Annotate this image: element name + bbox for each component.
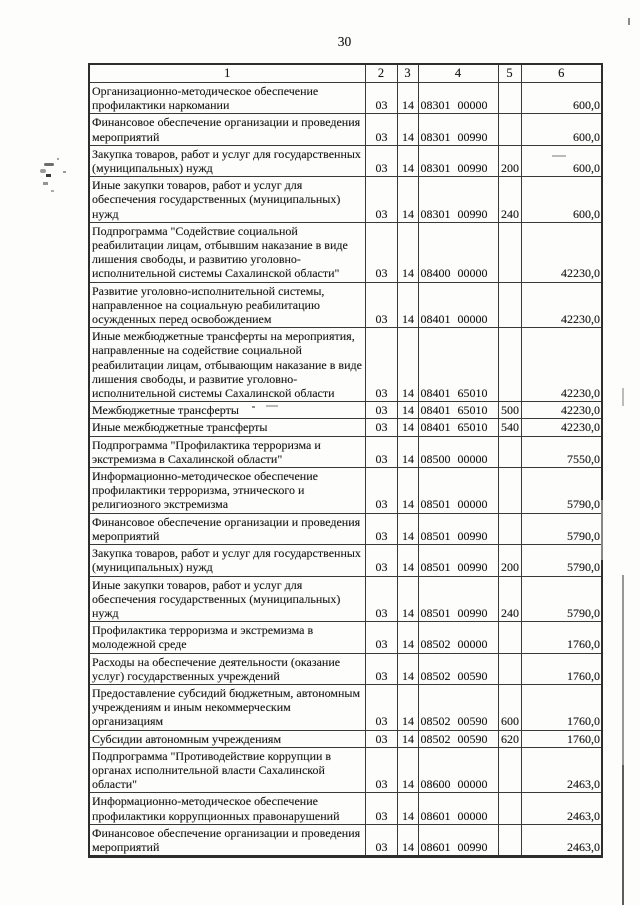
subsection-code-cell: 14 xyxy=(397,622,418,653)
amount-cell: 42230,0 xyxy=(521,222,602,282)
scan-artifact xyxy=(622,765,624,905)
amount-cell: 2463,0 xyxy=(521,793,602,824)
expense-type-cell xyxy=(498,824,521,856)
section-code-cell: 03 xyxy=(365,730,397,747)
scan-artifact xyxy=(57,158,59,160)
subsection-code-cell: 14 xyxy=(397,730,418,747)
section-code-cell: 03 xyxy=(365,177,397,223)
expense-type-cell xyxy=(498,747,521,793)
col-header-6: 6 xyxy=(521,64,602,83)
expense-type-cell xyxy=(498,114,521,145)
expense-type-cell xyxy=(498,83,521,114)
section-code-cell: 03 xyxy=(365,402,397,419)
target-article-cell: 08502 00000 xyxy=(418,622,498,653)
scan-artifact xyxy=(44,163,54,166)
expense-type-cell xyxy=(498,622,521,653)
table-row xyxy=(89,653,602,684)
section-code-cell: 03 xyxy=(365,83,397,114)
target-article-cell: 08501 00990 xyxy=(418,545,498,576)
subsection-code-cell: 14 xyxy=(397,436,418,467)
amount-cell: 42230,0 xyxy=(521,419,602,436)
table-row xyxy=(89,145,602,176)
expense-name-cell: Иные межбюджетные трансферты на мероприятия, направленные на содействие социальной реабилитации лицам, отбывающим наказание в виде лишения свободы, и развитие уголовно-исполнительной системы Сахалинской области xyxy=(89,328,365,402)
section-code-cell: 03 xyxy=(365,545,397,576)
target-article-cell: 08500 00000 xyxy=(418,436,498,467)
target-article-cell: 08301 00990 xyxy=(418,177,498,223)
subsection-code-cell: 14 xyxy=(397,282,418,328)
scan-artifact xyxy=(51,190,54,192)
table-row xyxy=(89,177,602,223)
expense-name-cell: Подпрограмма "Содействие социальной реабилитации лицам, отбывшим наказание в виде лишения свободы, и развитию уголовно-исполнительной системы Сахалинской области" xyxy=(89,222,365,282)
target-article-cell: 08401 65010 xyxy=(418,328,498,402)
amount-cell: 7550,0 xyxy=(521,436,602,467)
target-article-cell: 08301 00990 xyxy=(418,145,498,176)
expense-name-cell: Субсидии автономным учреждениям xyxy=(89,730,365,747)
table-row xyxy=(89,513,602,544)
amount-cell: 5790,0 xyxy=(521,468,602,514)
amount-cell: 600,0 xyxy=(521,177,602,223)
expense-type-cell xyxy=(498,282,521,328)
expense-name-cell: Подпрограмма "Профилактика терроризма и экстремизма в Сахалинской области" xyxy=(89,436,365,467)
target-article-cell: 08301 00000 xyxy=(418,83,498,114)
expense-type-cell: 500 xyxy=(498,402,521,419)
subsection-code-cell: 14 xyxy=(397,83,418,114)
table-row xyxy=(89,824,602,856)
scan-artifact xyxy=(622,575,624,765)
expense-type-cell: 240 xyxy=(498,576,521,622)
section-code-cell: 03 xyxy=(365,222,397,282)
amount-cell: 42230,0 xyxy=(521,282,602,328)
section-code-cell: 03 xyxy=(365,468,397,514)
table-header-row xyxy=(89,64,602,83)
amount-cell: 1760,0 xyxy=(521,653,602,684)
table-row xyxy=(89,576,602,622)
section-code-cell: 03 xyxy=(365,793,397,824)
table-row xyxy=(89,747,602,793)
amount-cell: 42230,0 xyxy=(521,328,602,402)
expense-name-cell: Предоставление субсидий бюджетным, автономным учреждениям и иным некоммерческим организациям xyxy=(89,684,365,730)
expense-type-cell: 620 xyxy=(498,730,521,747)
expense-name-cell: Информационно-методическое обеспечение профилактики терроризма, этнического и религиозного экстремизма xyxy=(89,468,365,514)
table-row xyxy=(89,419,602,436)
table-row xyxy=(89,114,602,145)
expense-name-cell: Развитие уголовно-исполнительной системы, направленное на социальную реабилитацию осужденных перед освобождением xyxy=(89,282,365,328)
subsection-code-cell: 14 xyxy=(397,328,418,402)
amount-cell: 600,0 xyxy=(521,114,602,145)
section-code-cell: 03 xyxy=(365,145,397,176)
table-row xyxy=(89,545,602,576)
table-row xyxy=(89,730,602,747)
scan-artifact xyxy=(43,182,48,185)
expense-name-cell: Профилактика терроризма и экстремизма в молодежной среде xyxy=(89,622,365,653)
expense-name-cell: Расходы на обеспечение деятельности (оказание услуг) государственных учреждений xyxy=(89,653,365,684)
expense-name-cell: Финансовое обеспечение организации и проведения мероприятий xyxy=(89,513,365,544)
target-article-cell: 08601 00990 xyxy=(418,824,498,856)
table-row xyxy=(89,328,602,402)
table-row xyxy=(89,793,602,824)
amount-cell: 42230,0 xyxy=(521,402,602,419)
target-article-cell: 08502 00590 xyxy=(418,684,498,730)
target-article-cell: 08601 00000 xyxy=(418,793,498,824)
amount-cell: 600,0 xyxy=(521,145,602,176)
amount-cell: 600,0 xyxy=(521,83,602,114)
amount-cell: 5790,0 xyxy=(521,545,602,576)
target-article-cell: 08600 00000 xyxy=(418,747,498,793)
expense-name-cell: Иные закупки товаров, работ и услуг для обеспечения государственных (муниципальных) нужд xyxy=(89,576,365,622)
expense-type-cell: 540 xyxy=(498,419,521,436)
target-article-cell: 08401 65010 xyxy=(418,402,498,419)
amount-cell: 2463,0 xyxy=(521,824,602,856)
table-row xyxy=(89,468,602,514)
table-row xyxy=(89,402,602,419)
target-article-cell: 08501 00000 xyxy=(418,468,498,514)
section-code-cell: 03 xyxy=(365,419,397,436)
table-row xyxy=(89,436,602,467)
subsection-code-cell: 14 xyxy=(397,145,418,176)
section-code-cell: 03 xyxy=(365,114,397,145)
section-code-cell: 03 xyxy=(365,576,397,622)
subsection-code-cell: 14 xyxy=(397,177,418,223)
amount-cell: 1760,0 xyxy=(521,730,602,747)
scan-artifact xyxy=(628,18,630,25)
expense-type-cell: 240 xyxy=(498,177,521,223)
target-article-cell: 08401 00000 xyxy=(418,282,498,328)
expense-type-cell xyxy=(498,328,521,402)
target-article-cell: 08502 00590 xyxy=(418,653,498,684)
expense-name-cell: Подпрограмма "Противодействие коррупции в органах исполнительной власти Сахалинской области" xyxy=(89,747,365,793)
section-code-cell: 03 xyxy=(365,622,397,653)
section-code-cell: 03 xyxy=(365,684,397,730)
section-code-cell: 03 xyxy=(365,513,397,544)
section-code-cell: 03 xyxy=(365,282,397,328)
subsection-code-cell: 14 xyxy=(397,114,418,145)
scan-artifact xyxy=(46,174,51,177)
table-row xyxy=(89,282,602,328)
subsection-code-cell: 14 xyxy=(397,576,418,622)
subsection-code-cell: 14 xyxy=(397,513,418,544)
expense-type-cell xyxy=(498,653,521,684)
section-code-cell: 03 xyxy=(365,436,397,467)
table-row xyxy=(89,622,602,653)
expense-name-cell: Информационно-методическое обеспечение профилактики коррупционных правонарушений xyxy=(89,793,365,824)
amount-cell: 2463,0 xyxy=(521,747,602,793)
subsection-code-cell: 14 xyxy=(397,747,418,793)
expense-type-cell: 200 xyxy=(498,145,521,176)
section-code-cell: 03 xyxy=(365,653,397,684)
col-header-2: 2 xyxy=(365,64,397,83)
amount-cell: 5790,0 xyxy=(521,576,602,622)
amount-cell: 1760,0 xyxy=(521,684,602,730)
table-row xyxy=(89,222,602,282)
expense-name-cell: Иные межбюджетные трансферты xyxy=(89,419,365,436)
scan-artifact xyxy=(40,169,46,173)
col-header-3: 3 xyxy=(397,64,418,83)
section-code-cell: 03 xyxy=(365,747,397,793)
expense-type-cell xyxy=(498,222,521,282)
subsection-code-cell: 14 xyxy=(397,824,418,856)
expense-name-cell: Организационно-методическое обеспечение профилактики наркомании xyxy=(89,83,365,114)
expense-name-cell: Закупка товаров, работ и услуг для государственных (муниципальных) нужд xyxy=(89,545,365,576)
expense-type-cell: 600 xyxy=(498,684,521,730)
table-row xyxy=(89,684,602,730)
subsection-code-cell: 14 xyxy=(397,402,418,419)
target-article-cell: 08301 00990 xyxy=(418,114,498,145)
expense-name-cell: Межбюджетные трансферты xyxy=(89,402,365,419)
expense-name-cell: Финансовое обеспечение организации и проведения мероприятий xyxy=(89,824,365,856)
amount-cell: 5790,0 xyxy=(521,513,602,544)
subsection-code-cell: 14 xyxy=(397,653,418,684)
target-article-cell: 08501 00990 xyxy=(418,576,498,622)
col-header-4: 4 xyxy=(418,64,498,83)
scan-artifact xyxy=(63,171,66,173)
subsection-code-cell: 14 xyxy=(397,684,418,730)
scan-artifact xyxy=(622,388,624,406)
budget-expenses-table xyxy=(88,63,603,858)
col-header-5: 5 xyxy=(498,64,521,83)
expense-type-cell xyxy=(498,793,521,824)
subsection-code-cell: 14 xyxy=(397,793,418,824)
section-code-cell: 03 xyxy=(365,328,397,402)
section-code-cell: 03 xyxy=(365,824,397,856)
expense-type-cell xyxy=(498,436,521,467)
subsection-code-cell: 14 xyxy=(397,222,418,282)
expense-name-cell: Финансовое обеспечение организации и проведения мероприятий xyxy=(89,114,365,145)
table-row xyxy=(89,83,602,114)
target-article-cell: 08400 00000 xyxy=(418,222,498,282)
page-number: 30 xyxy=(337,34,352,49)
expense-name-cell: Иные закупки товаров, работ и услуг для обеспечения государственных (муниципальных) нужд xyxy=(89,177,365,223)
subsection-code-cell: 14 xyxy=(397,419,418,436)
subsection-code-cell: 14 xyxy=(397,468,418,514)
target-article-cell: 08401 65010 xyxy=(418,419,498,436)
target-article-cell: 08502 00590 xyxy=(418,730,498,747)
expense-type-cell xyxy=(498,468,521,514)
col-header-1: 1 xyxy=(89,64,365,83)
expense-type-cell: 200 xyxy=(498,545,521,576)
amount-cell: 1760,0 xyxy=(521,622,602,653)
expense-type-cell xyxy=(498,513,521,544)
expense-name-cell: Закупка товаров, работ и услуг для государственных (муниципальных) нужд xyxy=(89,145,365,176)
subsection-code-cell: 14 xyxy=(397,545,418,576)
target-article-cell: 08501 00990 xyxy=(418,513,498,544)
